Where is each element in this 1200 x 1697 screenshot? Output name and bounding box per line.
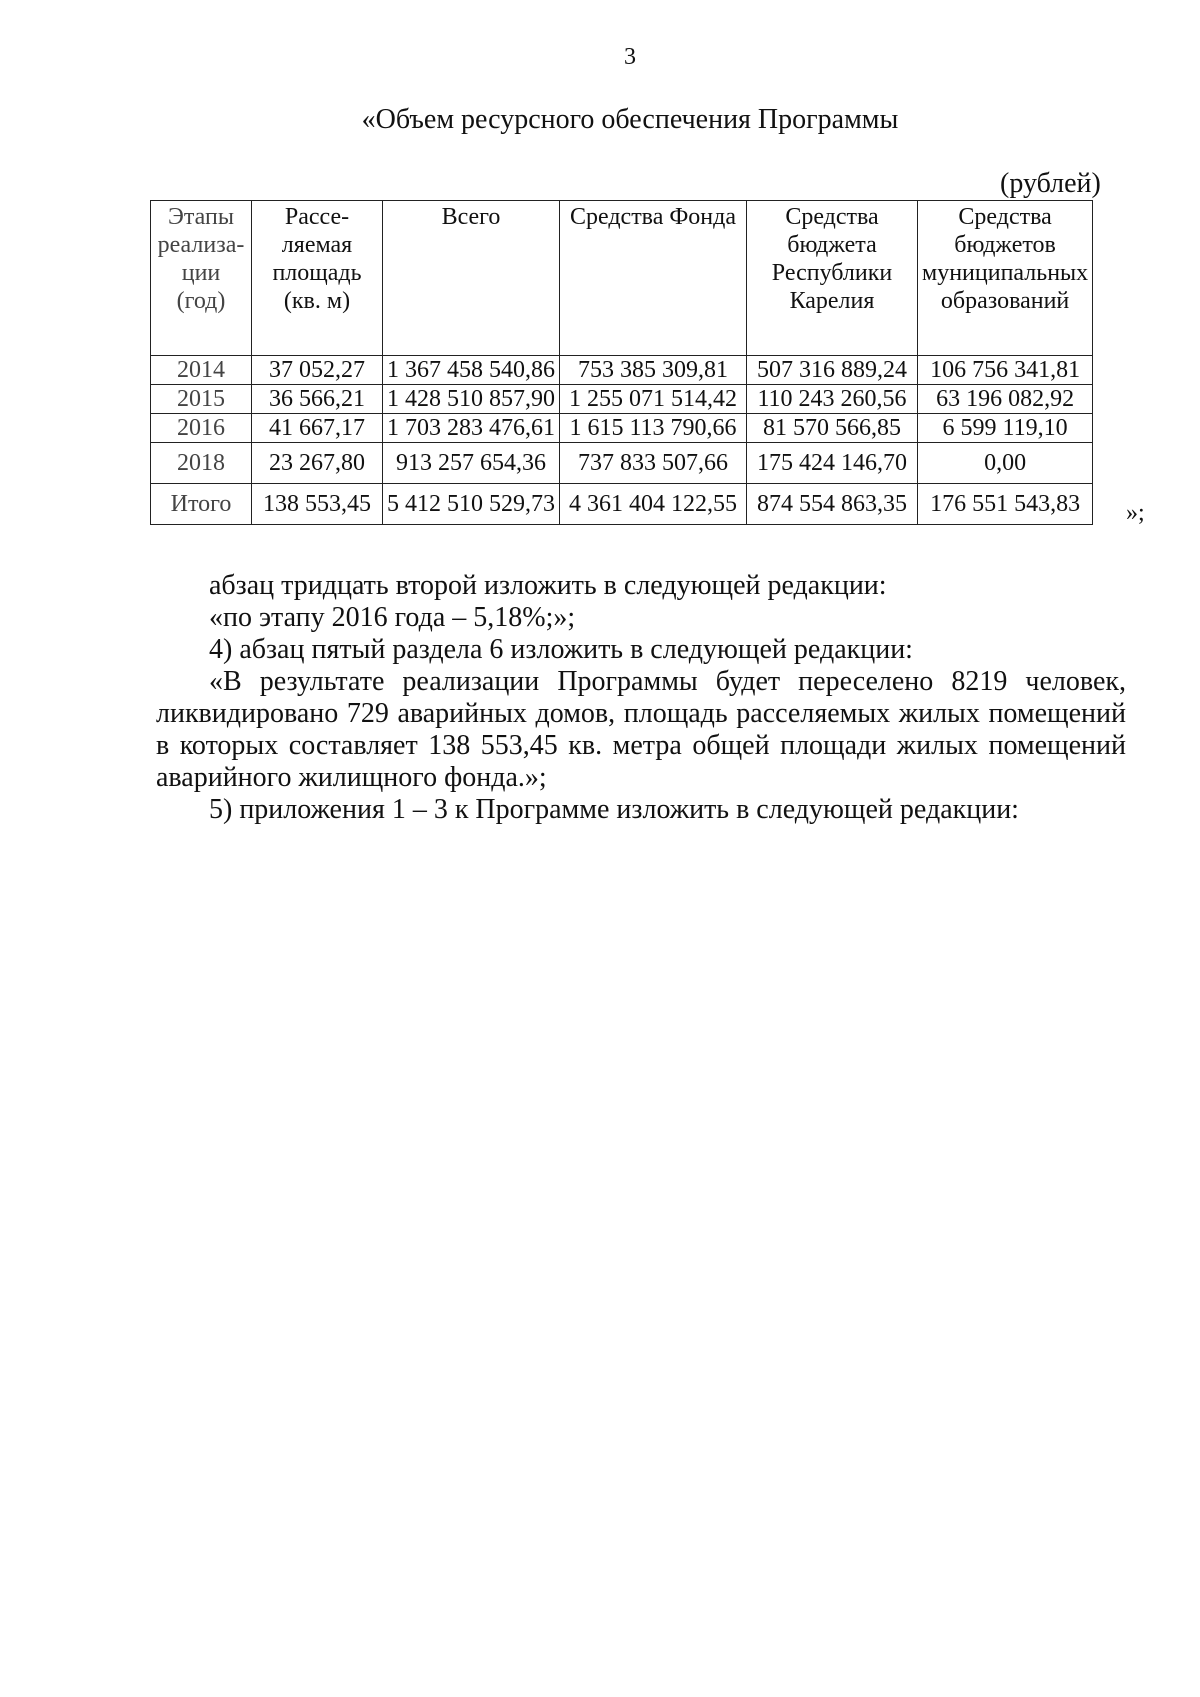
header-fund: Средства Фонда (560, 201, 747, 356)
table-row (151, 443, 1093, 484)
cell-total-label: Итого (151, 484, 252, 525)
cell-municipal-budget: 176 551 543,83 (918, 484, 1093, 525)
paragraph: «В результате реализации Программы будет переселено 8219 человек, ликвидировано 729 аварийных домов, площадь расселяемых жилых помещений в которых составляет 138 553,45 кв. метра общей площади жилых помещений аварийного жилищного фонда.»; (156, 666, 1126, 793)
header-total: Всего (383, 201, 560, 356)
cell-area: 23 267,80 (252, 443, 383, 484)
cell-republic-budget: 874 554 863,35 (747, 484, 918, 525)
cell-republic-budget: 81 570 566,85 (747, 414, 918, 443)
cell-fund: 1 255 071 514,42 (560, 385, 747, 414)
cell-municipal-budget: 63 196 082,92 (918, 385, 1093, 414)
cell-fund: 753 385 309,81 (560, 356, 747, 385)
body-text (156, 570, 1126, 826)
cell-republic-budget: 175 424 146,70 (747, 443, 918, 484)
cell-area: 138 553,45 (252, 484, 383, 525)
page-number: 3 (624, 44, 636, 70)
header-municipal-budget: Средства бюджетов муниципальных образований (918, 201, 1093, 356)
funding-table-container (150, 200, 1093, 525)
document-title: «Объем ресурсного обеспечения Программы (361, 104, 899, 135)
paragraph: «по этапу 2016 года – 5,18%;»; (209, 602, 576, 633)
cell-fund: 4 361 404 122,55 (560, 484, 747, 525)
cell-year: 2015 (151, 385, 252, 414)
units-label: (рублей) (1000, 168, 1101, 199)
cell-area: 41 667,17 (252, 414, 383, 443)
cell-year: 2018 (151, 443, 252, 484)
header-republic-budget: Средства бюджета Республики Карелия (747, 201, 918, 356)
header-area: Рассе- ляемая площадь (кв. м) (252, 201, 383, 356)
cell-total: 1 428 510 857,90 (383, 385, 560, 414)
cell-municipal-budget: 6 599 119,10 (918, 414, 1093, 443)
table-closing-mark: »; (1126, 500, 1145, 526)
cell-total: 913 257 654,36 (383, 443, 560, 484)
cell-year: 2016 (151, 414, 252, 443)
paragraph: абзац тридцать второй изложить в следующей редакции: (209, 570, 887, 601)
cell-municipal-budget: 106 756 341,81 (918, 356, 1093, 385)
cell-republic-budget: 507 316 889,24 (747, 356, 918, 385)
header-stages: Этапы реализа- ции (год) (151, 201, 252, 356)
table-row (151, 356, 1093, 385)
table-header-row (151, 201, 1093, 356)
cell-total: 5 412 510 529,73 (383, 484, 560, 525)
table-row (151, 414, 1093, 443)
cell-republic-budget: 110 243 260,56 (747, 385, 918, 414)
cell-fund: 1 615 113 790,66 (560, 414, 747, 443)
cell-year: 2014 (151, 356, 252, 385)
paragraph: 5) приложения 1 – 3 к Программе изложить в следующей редакции: (209, 794, 1019, 825)
cell-municipal-budget: 0,00 (918, 443, 1093, 484)
funding-table (150, 200, 1093, 525)
cell-area: 36 566,21 (252, 385, 383, 414)
cell-total: 1 367 458 540,86 (383, 356, 560, 385)
table-total-row (151, 484, 1093, 525)
paragraph: 4) абзац пятый раздела 6 изложить в следующей редакции: (209, 634, 913, 665)
table-row (151, 385, 1093, 414)
cell-fund: 737 833 507,66 (560, 443, 747, 484)
cell-total: 1 703 283 476,61 (383, 414, 560, 443)
cell-area: 37 052,27 (252, 356, 383, 385)
